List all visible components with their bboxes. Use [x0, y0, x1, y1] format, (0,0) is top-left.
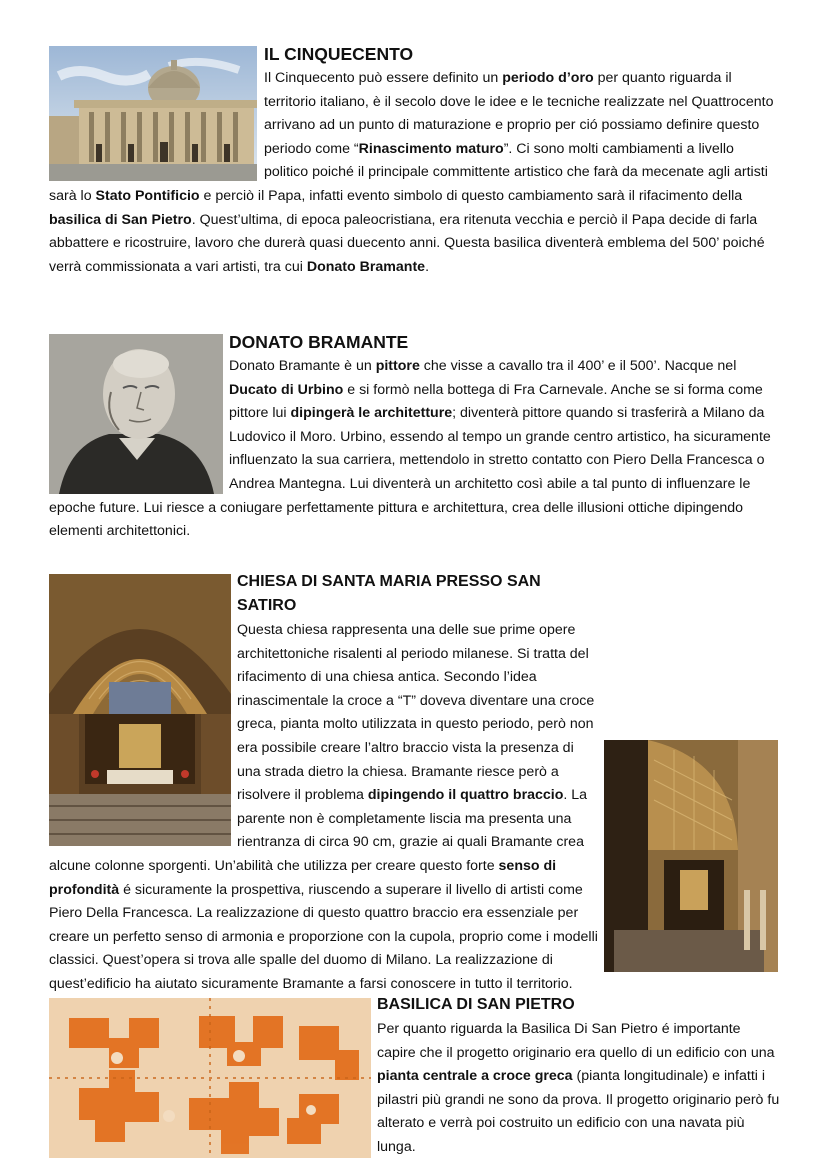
section-title: DONATO BRAMANTE: [229, 332, 409, 352]
section-cinquecento: [49, 42, 781, 279]
section-bramante: [49, 330, 781, 544]
section-body: Il Cinquecento può essere definito un periodo d’oro per quanto riguarda il territorio italiano, è il secolo dove le idee e le tecniche realizzate nel Quattrocento arrivano ad un punto di maturazione e proprio per ció possiamo definire questo periodo come “Rinascimento maturo”. Ci sono molti cambiamenti a livello politico poiché il principale committente artistico che farà da mecenate agli artisti sarà lo Stato Pontificio e perciò il Papa, infatti evento simbolo di questo cambiamento sarà il rifacimento della basilica di San Pietro. Quest’ultima, di epoca paleocristiana, era ritenuta vecchia e perciò il Papa decide di farla abbattere e ricostruire, lavoro che durerà quasi duecento anni. Questa basilica diventerà emblema del 500’ poiché verrà commissionata a vari artisti, tra cui Donato Bramante.: [49, 70, 774, 275]
section-title: BASILICA DI SAN PIETRO: [377, 996, 575, 1013]
section-title: CHIESA DI SANTA MARIA PRESSO SAN SATIRO: [237, 573, 541, 614]
section-san-satiro: [49, 570, 781, 997]
san-satiro-apse-photo: [604, 740, 778, 972]
section-san-pietro: [49, 993, 781, 1160]
bramante-portrait: [49, 334, 223, 494]
san-satiro-interior-photo: [49, 574, 231, 846]
section-body: Questa chiesa rappresenta una delle sue prime opere architettoniche risalenti al periodo milanese. Si tratta del rifacimento di una chiesa antica. Secondo l’idea rinascimentale la croce a “T” doveva diventare una croce greca, pianta molto utilizzata in questo periodo, però non era possibile creare l’altro braccio vista la presenza di una strada dietro la chiesa. Bramante riesce però a risolvere il problema dipingendo il quattro braccio. La parente non è completamente liscia ma presenta una rientranza di circa 90 cm, grazie ai quali Bramante crea alcune colonne sporgenti. Un’abilità che utilizza per creare questo forte senso di profondità é sicuramente la prospettiva, riuscendo a superare il livello di artisti come Piero Della Francesca. La realizzazione di questo quattro braccio era essenziale per creare un perfetto senso di armonia e proporzione con la cupola, proprio come i modelli classici. Quest’opera si trova alle spalle del duomo di Milano. La realizzazione di quest’edificio ha aiutato sicuramente Bramante a farsi conoscere in tutto il territorio.: [49, 622, 598, 992]
section-body: Per quanto riguarda la Basilica Di San Pietro é importante capire che il progetto originario era quello di un edificio con una pianta centrale a croce greca (pianta longitudinale) e infatti i pilastri più grandi ne sono da prova. Il progetto originario però fu alterato e verrà poi costruito un edificio con una navata più lunga.: [377, 1021, 780, 1155]
basilica-photo: [49, 46, 257, 181]
san-pietro-plan-drawing: [49, 998, 371, 1158]
section-title: IL CINQUECENTO: [264, 44, 414, 64]
section-body: Donato Bramante è un pittore che visse a cavallo tra il 400’ e il 500’. Nacque nel Ducato di Urbino e si formò nella bottega di Fra Carnevale. Anche se si forma come pittore lui dipingerà le architetture; diventerà pittore quando si trasferirà a Milano da Ludovico il Moro. Urbino, essendo al tempo un grande centro artistico, ha sicuramente influenzato la sua carriera, mettendolo in stretto contatto con Piero Della Francesca o Andrea Mantegna. Lui diventerà un architetto così abile a tal punto di influenzare le epoche future. Lui riesce a coniugare perfettamente pittura e architettura, crea delle illusioni ottiche dipingendo elementi architettonici.: [49, 358, 771, 540]
